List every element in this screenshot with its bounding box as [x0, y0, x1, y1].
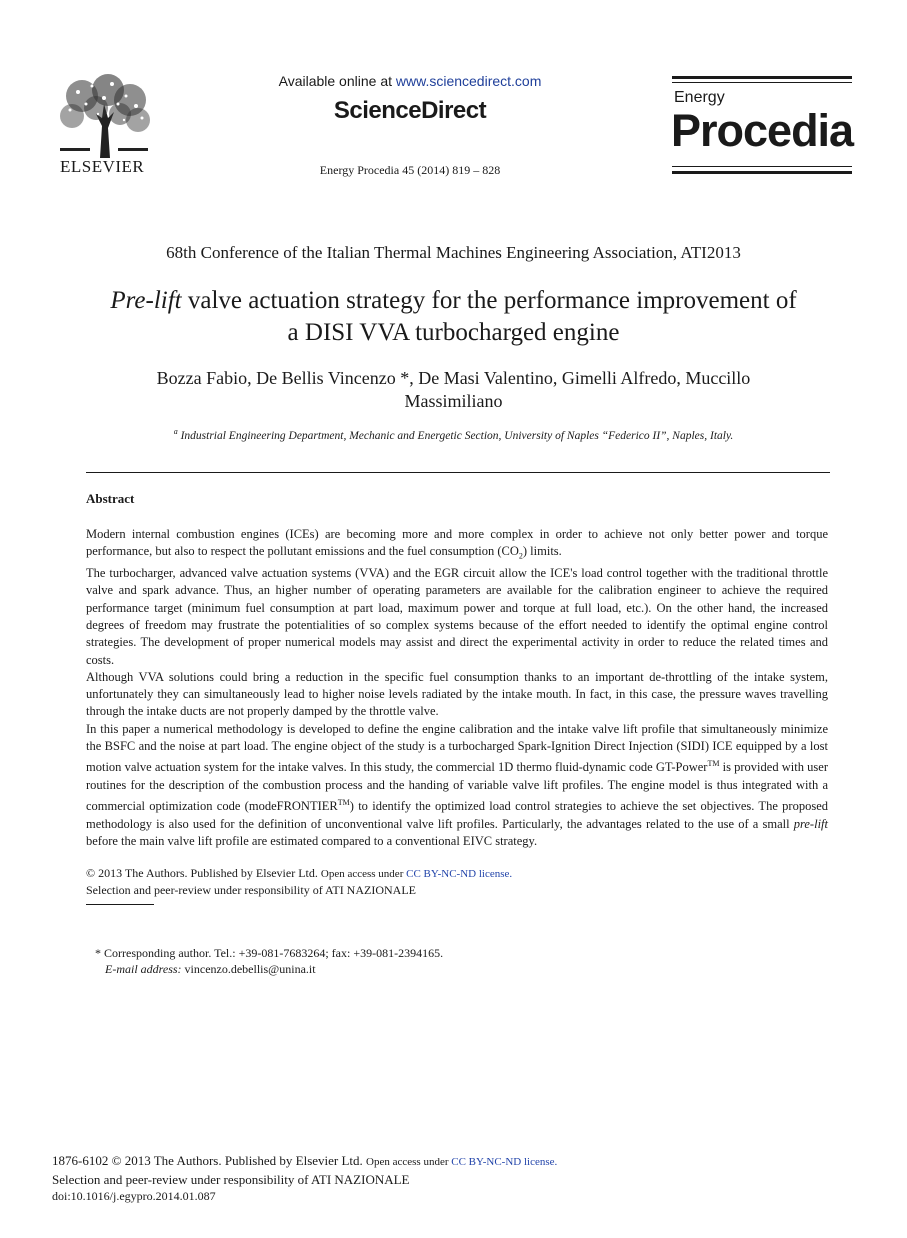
open-access-text: Open access under — [320, 868, 407, 880]
available-online-prefix: Available online at — [278, 73, 396, 89]
copyright-line-1 — [86, 865, 828, 882]
journal-logo-procedia: Procedia — [671, 105, 854, 156]
copyright-line-2: Selection and peer-review under responsibility of ATI NAZIONALE — [86, 883, 416, 897]
corresponding-author-email-line — [95, 961, 443, 977]
abstract-heading: Abstract — [86, 491, 135, 506]
paper-title-line-1-rest: valve actuation strategy for the performance improvement of — [181, 287, 797, 314]
journal-logo-energy: Energy — [674, 89, 725, 106]
abstract-p1-subscript: 2 — [518, 551, 523, 561]
paper-title — [60, 285, 847, 349]
abstract-paragraph-4 — [86, 721, 828, 850]
abstract-p4-trademark-2: TM — [337, 798, 350, 808]
corresponding-author-note — [95, 945, 443, 977]
affiliation-marker: a — [173, 427, 178, 436]
sciencedirect-link[interactable]: www.sciencedirect.com — [395, 73, 542, 89]
page-footer — [52, 1152, 852, 1205]
paper-title-italic: Pre-lift — [110, 287, 182, 314]
affiliation-text: Industrial Engineering Department, Mechanic and Energetic Section, University of Naples “Federico II”, Naples, Italy. — [177, 429, 734, 442]
header-divider — [86, 472, 830, 473]
footer-line-2: Selection and peer-review under responsibility of ATI NAZIONALE — [52, 1172, 410, 1187]
journal-logo-rule-bottom-thin — [672, 166, 852, 167]
abstract-p4-italic: pre-lift — [793, 816, 828, 831]
abstract-p1-text-b: ) limits. — [522, 544, 562, 559]
footer-open-access-text: Open access under — [366, 1156, 452, 1168]
journal-reference: Energy Procedia 45 (2014) 819 – 828 — [319, 163, 501, 177]
footer-doi[interactable]: doi:10.1016/j.egypro.2014.01.087 — [52, 1189, 216, 1203]
copyright-notice — [86, 865, 828, 898]
corresponding-author-contact: * Corresponding author. Tel.: +39-081-7683264; fax: +39-081-2394165. — [95, 946, 444, 960]
copyright-text: © 2013 The Authors. Published by Elsevier Ltd. — [86, 866, 321, 880]
abstract-paragraph-2: The turbocharger, advanced valve actuation systems (VVA) and the EGR circuit allow the ICE's load control together with the traditional throttle valve and spark advance. Thus, an higher number of operating parameters are available for the calibration engineer to achieve the required performance target (minimum fuel consumption at part load, maximum power and torque at full load, etc.). On the other hand, the increased degrees of freedom may frustrate the potentialities of so complex systems because of the effort needed to identify the optimal engine control strategies. The development of proper numerical models may assist and direct the experimental activity in order to reduce the related times and costs. — [86, 566, 828, 667]
conference-name: 68th Conference of the Italian Thermal Machines Engineering Association, ATI2013 — [166, 243, 741, 262]
abstract-p4-text-d: before the main valve lift profile are estimated compared to a conventional EIVC strategy. — [86, 833, 538, 848]
journal-logo-rule-top — [672, 76, 852, 79]
author-line-1: Bozza Fabio, De Bellis Vincenzo *, De Masi Valentino, Gimelli Alfredo, Muccillo — [156, 368, 751, 388]
footer-line-1 — [52, 1152, 852, 1171]
abstract-body — [86, 526, 828, 850]
email-label: E-mail address: — [105, 962, 182, 976]
affiliation — [60, 427, 847, 442]
paper-title-line-1 — [60, 285, 847, 317]
license-link[interactable]: CC BY-NC-ND license. — [406, 868, 513, 880]
footer-license-link[interactable]: CC BY-NC-ND license. — [451, 1156, 558, 1168]
sciencedirect-logo: ScienceDirect — [333, 97, 487, 124]
abstract-p4-text-c: ) to identify the optimized load control strategies to achieve the set objectives. The proposed methodology is also used for the definition of unconventional valve lift profiles. Particularly, the advantages related to the use of a small — [86, 799, 828, 831]
author-line-2: Massimiliano — [404, 391, 503, 411]
abstract-p4-text-a: In this paper a numerical methodology is developed to define the engine calibration and the intake valve lift profile that simultaneously minimize the BSFC and the noise at part load. The engine object of the study is a turbocharged Spark-Ignition Direct Injection (SIDI) ICE equipped by a lost motion valve actuation system for the intake valves. In this study, the commercial 1D thermo fluid-dynamic code GT-Power — [86, 721, 828, 775]
abstract-p4-text-b: is provided with user routines for the description of the combustion process and the handing of variable valve lift profiles. The engine model is thus integrated with a commercial optimization code (modeFRONTIER — [86, 760, 828, 814]
available-online-line — [260, 73, 560, 89]
abstract-p1-text-a: Modern internal combustion engines (ICEs) are becoming more and more complex in order to achieve not only better power and torque performance, but also to respect the pollutant emissions and the fuel consumption (CO — [86, 527, 828, 559]
abstract-paragraph-3: Although VVA solutions could bring a reduction in the specific fuel consumption thanks to an important de-throttling of the intake system, unfortunately they can simultaneously lead to higher noise levels radiated by the intake mouth. In fact, in this case, the pressure waves travelling through the intake ducts are not properly damped by the throttle valve. — [86, 669, 828, 719]
footer-issn-copyright: 1876-6102 © 2013 The Authors. Published by Elsevier Ltd. — [52, 1153, 367, 1168]
footnote-divider — [86, 904, 154, 905]
author-list — [90, 367, 817, 413]
abstract-paragraph-1 — [86, 526, 828, 565]
abstract-p4-trademark-1: TM — [707, 759, 720, 769]
paper-title-line-2: a DISI VVA turbocharged engine — [287, 319, 620, 346]
elsevier-wordmark: ELSEVIER — [60, 157, 145, 176]
journal-logo-rule-top-thin — [672, 82, 852, 83]
journal-logo-rule-bottom — [672, 171, 852, 174]
email-address[interactable]: vincenzo.debellis@unina.it — [181, 962, 316, 976]
